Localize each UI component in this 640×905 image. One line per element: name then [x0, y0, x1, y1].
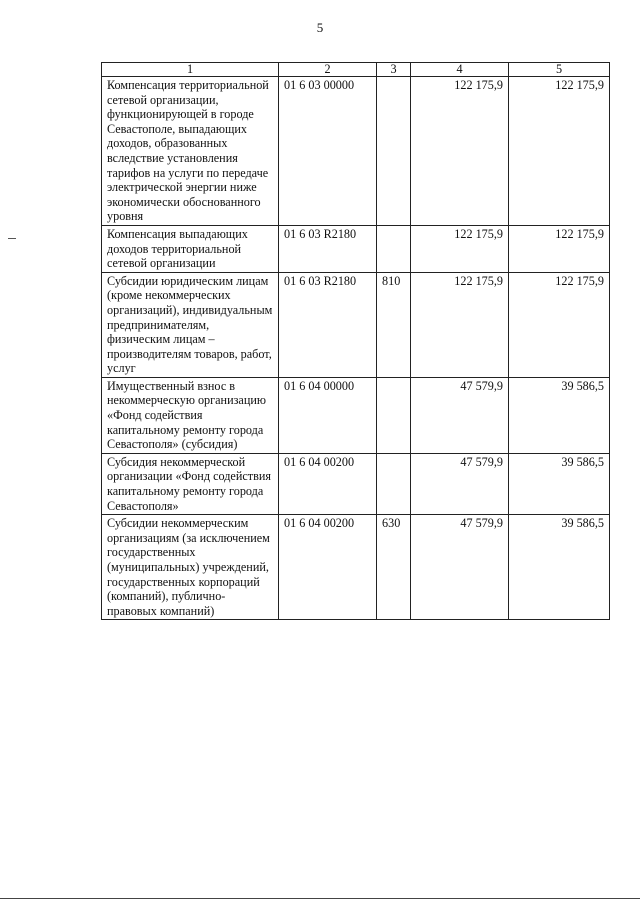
row-kvr: 810	[377, 272, 411, 377]
budget-table	[101, 62, 610, 620]
row-code: 01 6 03 00000	[279, 77, 377, 226]
margin-mark	[8, 238, 16, 239]
row-sum-2: 122 175,9	[509, 77, 610, 226]
row-sum-2: 39 586,5	[509, 515, 610, 620]
table-row	[102, 225, 610, 272]
table-row	[102, 453, 610, 514]
row-kvr	[377, 77, 411, 226]
table-row	[102, 77, 610, 226]
row-sum-1: 47 579,9	[411, 515, 509, 620]
row-code: 01 6 04 00200	[279, 453, 377, 514]
column-header-4: 4	[411, 63, 509, 77]
row-code: 01 6 03 R2180	[279, 225, 377, 272]
row-kvr	[377, 225, 411, 272]
table-body	[102, 77, 610, 620]
column-header-3: 3	[377, 63, 411, 77]
row-kvr	[377, 453, 411, 514]
row-code: 01 6 04 00200	[279, 515, 377, 620]
row-sum-1: 47 579,9	[411, 453, 509, 514]
row-code: 01 6 04 00000	[279, 377, 377, 453]
row-sum-2: 39 586,5	[509, 377, 610, 453]
table-header	[102, 63, 610, 77]
row-kvr	[377, 377, 411, 453]
row-sum-2: 122 175,9	[509, 272, 610, 377]
header-row	[102, 63, 610, 77]
scan-bottom-edge	[0, 898, 640, 899]
row-name: Субсидии юридическим лицам (кроме некоммерческих организаций), индивидуальным предпринимателям, физическим лицам – производителям товаров, работ, услуг	[102, 272, 279, 377]
row-name: Компенсация территориальной сетевой организации, функционирующей в городе Севастополе, выпадающих доходов, образованных вследствие установления тарифов на услуги по передаче электрической энергии ниже экономически обоснованного уровня	[102, 77, 279, 226]
row-sum-2: 39 586,5	[509, 453, 610, 514]
row-sum-2: 122 175,9	[509, 225, 610, 272]
row-name: Субсидии некоммерческим организациям (за исключением государственных (муниципальных) учреждений, государственных корпораций (компаний), публично-правовых компаний)	[102, 515, 279, 620]
table-row	[102, 272, 610, 377]
row-sum-1: 122 175,9	[411, 77, 509, 226]
column-header-5: 5	[509, 63, 610, 77]
table-row	[102, 377, 610, 453]
column-header-2: 2	[279, 63, 377, 77]
row-name: Компенсация выпадающих доходов территориальной сетевой организации	[102, 225, 279, 272]
row-name: Субсидия некоммерческой организации «Фонд содействия капитальному ремонту города Севастополя»	[102, 453, 279, 514]
row-sum-1: 122 175,9	[411, 225, 509, 272]
row-sum-1: 122 175,9	[411, 272, 509, 377]
row-name: Имущественный взнос в некоммерческую организацию «Фонд содействия капитальному ремонту города Севастополя» (субсидия)	[102, 377, 279, 453]
row-kvr: 630	[377, 515, 411, 620]
table-row	[102, 515, 610, 620]
row-sum-1: 47 579,9	[411, 377, 509, 453]
column-header-1: 1	[102, 63, 279, 77]
row-code: 01 6 03 R2180	[279, 272, 377, 377]
page-number: 5	[316, 20, 324, 35]
